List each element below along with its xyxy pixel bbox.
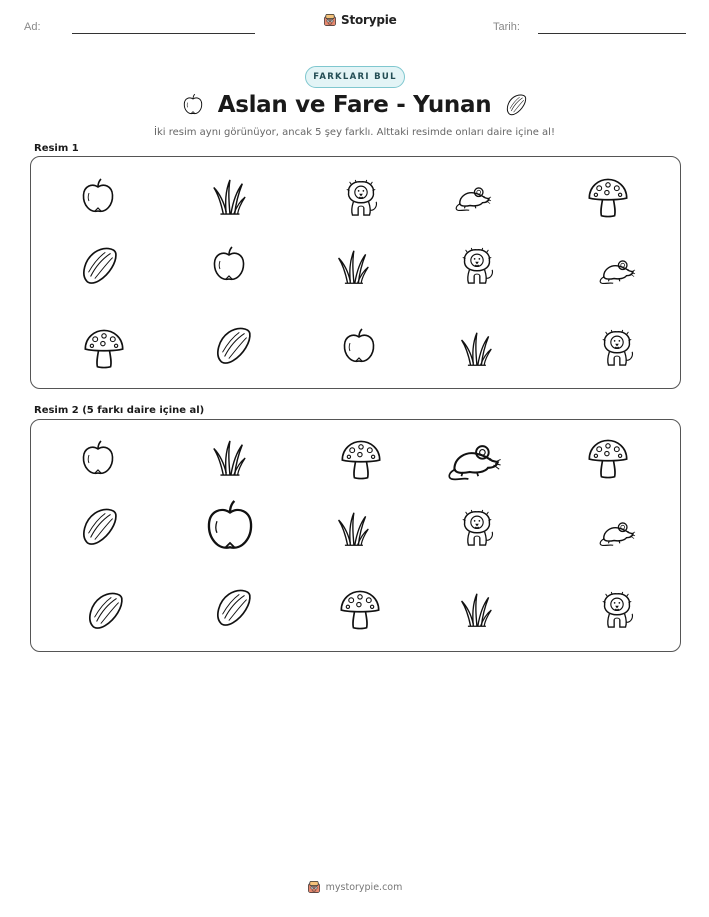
name-label: Ad:: [24, 21, 41, 33]
brand-logo: [323, 13, 397, 27]
grass-icon: [458, 586, 494, 634]
apple-icon: [78, 438, 118, 480]
date-line[interactable]: [538, 33, 686, 34]
instructions: İki resim aynı görünüyor, ancak 5 şey farklı. Alttaki resimde onları daire içine al!: [154, 127, 555, 138]
mushroom-icon: [586, 175, 630, 219]
mushroom-icon[interactable]: [338, 587, 382, 631]
apple-icon: [339, 325, 379, 369]
grass-icon: [335, 505, 371, 553]
picture2-label: Resim 2 (5 farkı daire içine al): [34, 405, 205, 416]
storypie-logo-icon: [307, 880, 321, 894]
lion-icon: [598, 586, 636, 634]
date-label: Tarih:: [493, 21, 520, 33]
seed-icon: [212, 587, 254, 629]
category-badge: FARKLARI BUL: [305, 66, 405, 88]
grass-icon: [210, 174, 248, 220]
apple-icon: [78, 176, 118, 218]
mushroom-icon: [82, 326, 126, 370]
grass-icon: [210, 434, 248, 482]
apple-icon[interactable]: [201, 495, 259, 559]
footer: [0, 880, 709, 894]
mouse-icon: [594, 250, 640, 288]
seed-icon: [212, 325, 254, 367]
mushroom-icon: [339, 437, 383, 481]
mouse-icon: [594, 512, 640, 550]
footer-website[interactable]: mystorypie.com: [325, 881, 403, 893]
lion-icon: [342, 175, 380, 221]
brand-name: Storypie: [341, 13, 397, 27]
picture1-label: Resim 1: [34, 143, 79, 154]
mouse-icon[interactable]: [440, 430, 508, 486]
mushroom-icon: [586, 436, 630, 480]
grass-icon: [458, 325, 494, 373]
seed-icon: [504, 93, 528, 117]
page-title: Aslan ve Fare - Yunan: [217, 92, 492, 118]
seed-icon[interactable]: [84, 590, 126, 632]
mouse-icon: [450, 177, 496, 215]
apple-icon: [209, 243, 249, 287]
name-line[interactable]: [72, 33, 255, 34]
seed-icon: [78, 245, 120, 287]
lion-icon: [458, 242, 496, 290]
lion-icon: [598, 324, 636, 372]
seed-icon: [78, 506, 120, 548]
grass-icon: [335, 243, 371, 291]
storypie-logo-icon: [323, 13, 337, 27]
lion-icon: [458, 504, 496, 552]
